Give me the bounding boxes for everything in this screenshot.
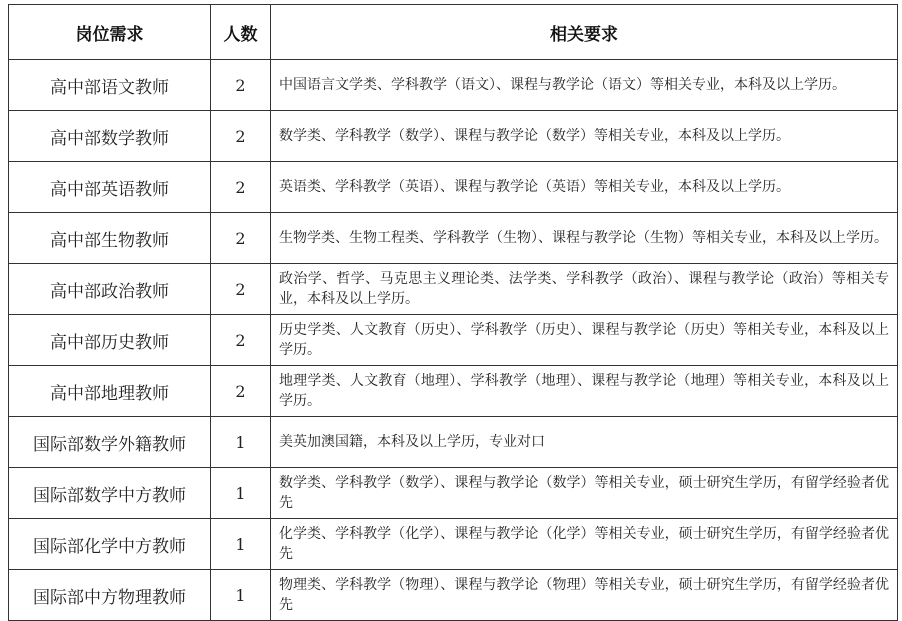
table-row <box>9 468 898 519</box>
position-cell: 国际部数学外籍教师 <box>9 417 211 468</box>
header-position: 岗位需求 <box>9 5 211 60</box>
count-cell: 1 <box>211 570 271 621</box>
position-cell: 高中部数学教师 <box>9 111 211 162</box>
requirement-cell: 数学类、学科教学（数学）、课程与教学论（数学）等相关专业，本科及以上学历。 <box>271 111 898 162</box>
count-cell: 1 <box>211 417 271 468</box>
position-cell: 高中部地理教师 <box>9 366 211 417</box>
position-cell: 国际部数学中方教师 <box>9 468 211 519</box>
requirement-cell: 数学类、学科教学（数学）、课程与教学论（数学）等相关专业，硕士研究生学历，有留学经验者优先 <box>271 468 898 519</box>
count-cell: 2 <box>211 315 271 366</box>
position-cell: 高中部语文教师 <box>9 60 211 111</box>
requirement-cell: 物理类、学科教学（物理）、课程与教学论（物理）等相关专业，硕士研究生学历，有留学经验者优先 <box>271 570 898 621</box>
position-cell: 高中部历史教师 <box>9 315 211 366</box>
table-row <box>9 315 898 366</box>
position-cell: 高中部政治教师 <box>9 264 211 315</box>
requirement-cell: 化学类、学科教学（化学）、课程与教学论（化学）等相关专业，硕士研究生学历，有留学经验者优先 <box>271 519 898 570</box>
table-row <box>9 417 898 468</box>
table-row <box>9 162 898 213</box>
count-cell: 2 <box>211 264 271 315</box>
table-row <box>9 60 898 111</box>
table-row <box>9 570 898 621</box>
table-row <box>9 213 898 264</box>
requirement-cell: 美英加澳国籍，本科及以上学历，专业对口 <box>271 417 898 468</box>
count-cell: 2 <box>211 162 271 213</box>
table-row <box>9 111 898 162</box>
requirement-cell: 中国语言文学类、学科教学（语文）、课程与教学论（语文）等相关专业，本科及以上学历。 <box>271 60 898 111</box>
position-cell: 国际部化学中方教师 <box>9 519 211 570</box>
position-cell: 高中部英语教师 <box>9 162 211 213</box>
requirement-cell: 生物学类、生物工程类、学科教学（生物）、课程与教学论（生物）等相关专业，本科及以上学历。 <box>271 213 898 264</box>
requirement-cell: 地理学类、人文教育（地理）、学科教学（地理）、课程与教学论（地理）等相关专业，本科及以上学历。 <box>271 366 898 417</box>
count-cell: 2 <box>211 60 271 111</box>
requirement-cell: 英语类、学科教学（英语）、课程与教学论（英语）等相关专业，本科及以上学历。 <box>271 162 898 213</box>
table-row <box>9 366 898 417</box>
table-row <box>9 264 898 315</box>
count-cell: 2 <box>211 213 271 264</box>
count-cell: 1 <box>211 519 271 570</box>
count-cell: 2 <box>211 366 271 417</box>
position-cell: 高中部生物教师 <box>9 213 211 264</box>
recruitment-table <box>8 4 898 621</box>
count-cell: 2 <box>211 111 271 162</box>
table-row <box>9 519 898 570</box>
requirement-cell: 政治学、哲学、马克思主义理论类、法学类、学科教学（政治）、课程与教学论（政治）等相关专业，本科及以上学历。 <box>271 264 898 315</box>
position-cell: 国际部中方物理教师 <box>9 570 211 621</box>
header-count: 人数 <box>211 5 271 60</box>
table-header-row <box>9 5 898 60</box>
count-cell: 1 <box>211 468 271 519</box>
requirement-cell: 历史学类、人文教育（历史）、学科教学（历史）、课程与教学论（历史）等相关专业，本科及以上学历。 <box>271 315 898 366</box>
header-requirement: 相关要求 <box>271 5 898 60</box>
